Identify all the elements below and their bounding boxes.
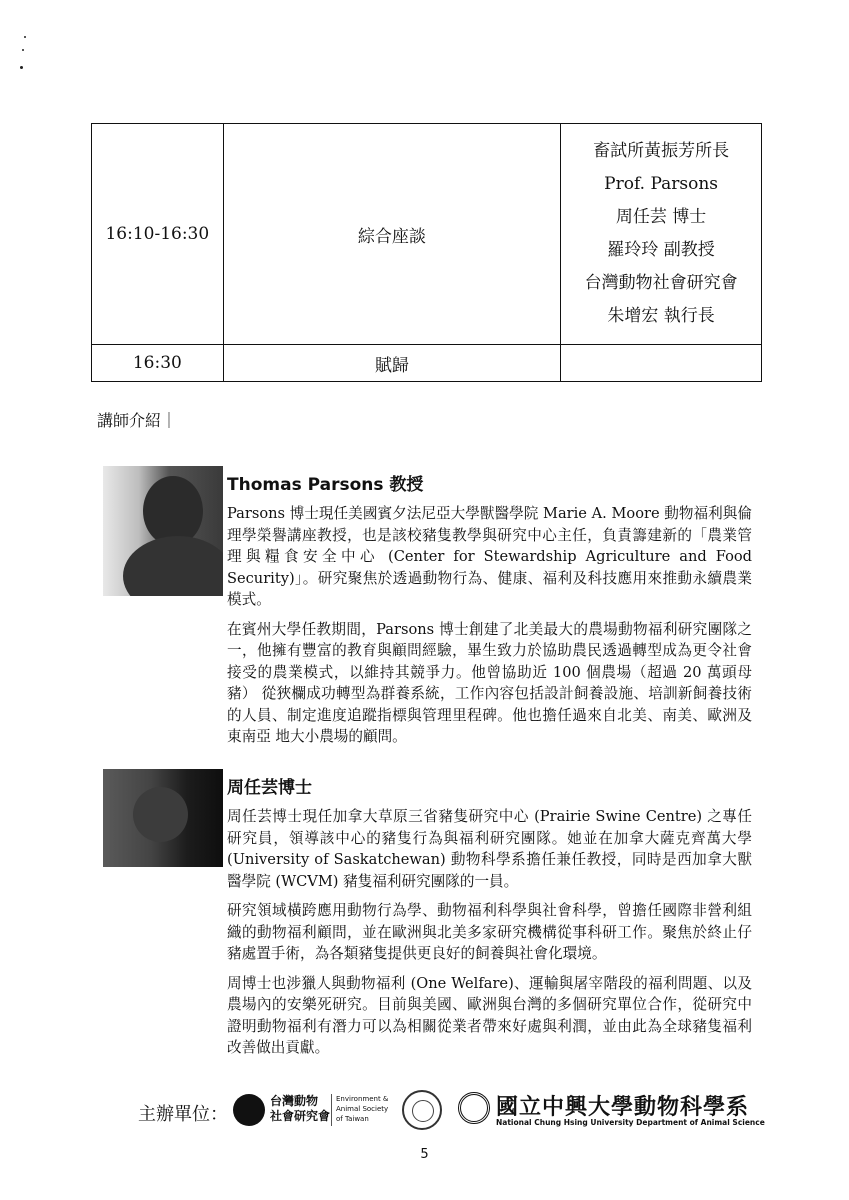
scan-speck bbox=[20, 66, 23, 69]
people-cell bbox=[561, 345, 762, 382]
person-line: 周任芸 博士 bbox=[615, 207, 707, 227]
organizer-label: 主辦單位： bbox=[138, 1104, 228, 1125]
organizers-footer bbox=[138, 1092, 765, 1132]
speaker-block bbox=[227, 470, 752, 756]
society-logo-english: Environment & Animal Society of Taiwan bbox=[336, 1095, 389, 1123]
speaker-bio-paragraph: 研究領域橫跨應用動物行為學、動物福利科學與社會科學，曾擔任國際非營利組織的動物福利顧問，並在歐洲與北美多家研究機構從事科研工作。聚焦於終止仔豬處置手術，為各類豬隻提供更良好的飼養與社會化環境。 bbox=[227, 902, 752, 962]
time-cell: 16:30 bbox=[92, 345, 224, 382]
scan-speck bbox=[22, 49, 24, 51]
speaker-bio-paragraph: 周博士也涉獵人與動物福利 (One Welfare)、運輸與屠宰階段的福利問題、以及農場內的安樂死研究。目前與美國、歐洲與台灣的多個研究單位合作，從研究中證明動物福利有潛力可以為相關從業者帶來好處與利潤，並由此為全球豬隻福利改善做出貢獻。 bbox=[227, 974, 752, 1056]
speaker-block bbox=[227, 773, 752, 1067]
speaker-bio-paragraph: Parsons 博士現任美國賓夕法尼亞大學獸醫學院 Marie A. Moore 動物福利與倫理學榮譽講座教授，也是該校豬隻教學與研究中心主任，負責籌建新的「農業管理與糧食安全中心 (Center for Stewardship Agriculture and Food Security)」。研究聚焦於透過動物行為、健康、福利及科技應用來推動永續農業模式。 bbox=[227, 505, 752, 608]
person-line: 畜試所黃振芳所長 bbox=[593, 141, 730, 161]
person-line: 台灣動物社會研究會 bbox=[584, 273, 738, 293]
speaker-bio-paragraph: 周任芸博士現任加拿大草原三省豬隻研究中心 (Prairie Swine Centre) 之專任研究員，領導該中心的豬隻行為與福利研究團隊。她並在加拿大薩克齊萬大學 (University of Saskatchewan) 動物科學系擔任兼任教授，同時是西加拿大獸醫學院 (WCVM) 豬隻福利研究團隊的一員。 bbox=[227, 808, 752, 890]
event-cell: 賦歸 bbox=[223, 345, 561, 382]
university-department-name: 國立中興大學動物科學系 bbox=[496, 1094, 750, 1120]
people-cell bbox=[561, 124, 762, 345]
logo-divider bbox=[331, 1094, 332, 1126]
speaker-photo bbox=[103, 466, 223, 596]
institute-seal-icon bbox=[402, 1090, 442, 1130]
society-logo-text: 台灣動物 社會研究會 bbox=[270, 1094, 331, 1123]
speaker-bio-paragraph: 在賓州大學任教期間，Parsons 博士創建了北美最大的農場動物福利研究團隊之一，他擁有豐富的教育與顧問經驗，畢生致力於協助農民透過轉型成為更令社會接受的農業模式，以維持其競爭力。他曾協助近 100 個農場（超過 20 萬頭母豬） 從狹欄成功轉型為群養系統，工作內容包括設計飼養設施、培訓新飼養技術的人員、制定進度追蹤指標與管理里程碑。他也擔任過來自北美、南美、歐洲及東南亞 地大小農場的顧問。 bbox=[227, 620, 752, 745]
time-cell: 16:10-16:30 bbox=[92, 124, 224, 345]
page-number: 5 bbox=[420, 1147, 429, 1162]
university-department-english: National Chung Hsing University Department of Animal Science bbox=[496, 1118, 765, 1127]
schedule-row bbox=[92, 345, 762, 382]
schedule-row bbox=[92, 124, 762, 345]
speaker-intro-heading: 講師介紹｜ bbox=[97, 411, 178, 430]
university-seal-icon bbox=[458, 1092, 490, 1124]
speaker-name: 周任芸博士 bbox=[227, 778, 312, 798]
event-cell: 綜合座談 bbox=[223, 124, 561, 345]
schedule-table bbox=[91, 123, 762, 382]
person-line: Prof. Parsons bbox=[604, 174, 719, 194]
person-line: 朱增宏 執行長 bbox=[607, 306, 715, 326]
person-line: 羅玲玲 副教授 bbox=[607, 240, 715, 260]
scan-speck bbox=[24, 36, 26, 38]
speaker-photo bbox=[103, 769, 223, 867]
society-logo-icon bbox=[233, 1094, 265, 1126]
speaker-name: Thomas Parsons 教授 bbox=[227, 475, 424, 495]
